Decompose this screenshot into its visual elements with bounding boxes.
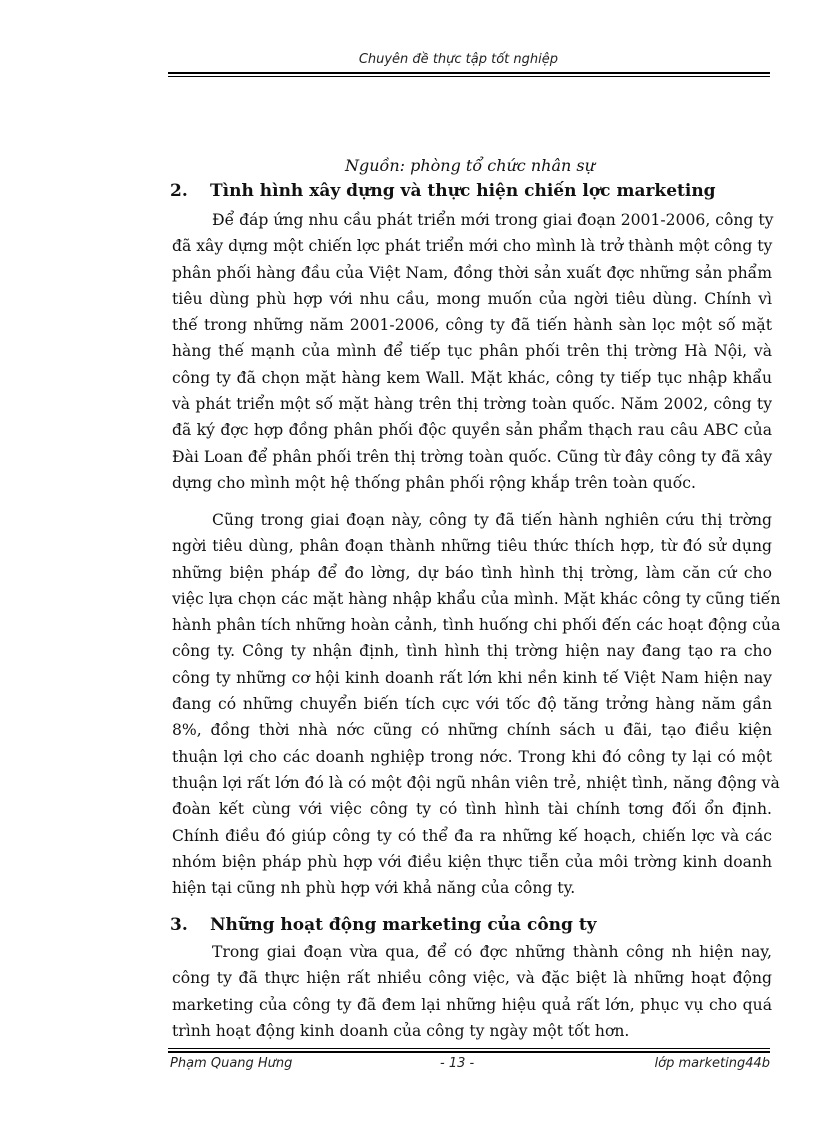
paragraph-line: công ty đã thực hiện rất nhiều công việc, và đặc biệt là những hoạt động	[172, 969, 772, 988]
section-3-paragraph-1	[172, 939, 772, 1044]
paragraph-line: thuận lợi cho các doanh nghiệp trong nớc. Trong khi đó công ty lại có một	[172, 747, 772, 766]
footer-class: lớp marketing44b	[654, 1056, 770, 1071]
paragraph-line: công ty những cơ hội kinh doanh rất lớn khi nền kinh tế Việt Nam hiện nay	[172, 668, 772, 687]
source-note: Nguồn: phòng tổ chức nhân sự	[345, 156, 595, 175]
paragraph-line: thuận lợi rất lớn đó là có một đội ngũ nhân viên trẻ, nhiệt tình, năng động và	[172, 773, 780, 792]
section-3-title: Những hoạt động marketing của công ty	[210, 915, 597, 935]
paragraph-line: đã xây dựng một chiến lợc phát triển mới cho mình là trở thành một công ty	[172, 237, 773, 256]
paragraph-line: nhóm biện pháp phù hợp với điều kiện thực tiễn của môi trờng kinh doanh	[172, 852, 772, 871]
paragraph-line: marketing của công ty đã đem lại những hiệu quả rất lớn, phục vụ cho quá	[172, 995, 772, 1014]
section-2-heading	[170, 181, 716, 201]
paragraph-line: thế trong những năm 2001-2006, công ty đã tiến hành sàn lọc một số mặt	[172, 316, 772, 335]
paragraph-line: việc lựa chọn các mặt hàng nhập khẩu của mình. Mặt khác công ty cũng tiến	[172, 589, 781, 608]
paragraph-line: Đài Loan để phân phối trên thị trờng toàn quốc. Cũng từ đây công ty đã xây	[172, 447, 773, 466]
paragraph-line: trình hoạt động kinh doanh của công ty ngày một tốt hơn.	[172, 1021, 630, 1040]
paragraph-line: tiêu dùng phù hợp với nhu cầu, mong muốn của ngời tiêu dùng. Chính vì	[172, 289, 772, 308]
header-rule-thin	[168, 76, 770, 77]
section-2-paragraph-1	[172, 207, 772, 496]
paragraph-line: và phát triển một số mặt hàng trên thị trờng toàn quốc. Năm 2002, công ty	[172, 395, 772, 414]
paragraph-line: Để đáp ứng nhu cầu phát triển mới trong giai đoạn 2001-2006, công ty	[212, 211, 774, 229]
paragraph-line: công ty đã chọn mặt hàng kem Wall. Mặt khác, công ty tiếp tục nhập khẩu	[172, 368, 772, 387]
section-3-number: 3.	[170, 915, 188, 935]
paragraph-line: Trong giai đoạn vừa qua, để có đợc những thành công nh hiện nay,	[212, 943, 772, 961]
paragraph-line: đoàn kết cùng với việc công ty có tình hình tài chính tơng đối ổn định.	[172, 800, 772, 819]
paragraph-line: đang có những chuyển biến tích cực với tốc độ tăng trởng hàng năm gần	[172, 695, 772, 714]
paragraph-line: hiện tại cũng nh phù hợp với khả năng của công ty.	[172, 879, 576, 898]
footer-rule-thin	[168, 1048, 770, 1049]
paragraph-line: công ty. Công ty nhận định, tình hình thị trờng hiện nay đang tạo ra cho	[172, 642, 772, 661]
paragraph-line: Chính điều đó giúp công ty có thể đa ra những kế hoạch, chiến lợc và các	[172, 826, 772, 845]
header-title: Chuyên đề thực tập tốt nghiệp	[358, 52, 558, 67]
section-2-number: 2.	[170, 181, 188, 201]
paragraph-line: ngời tiêu dùng, phân đoạn thành những tiêu thức thích hợp, từ đó sử dụng	[172, 537, 772, 556]
section-2-paragraph-2	[172, 507, 781, 901]
footer-rule	[168, 1051, 770, 1053]
header-rule	[168, 72, 770, 74]
footer-page-number: - 13 -	[440, 1056, 475, 1071]
paragraph-line: 8%, đồng thời nhà nớc cũng có những chính sách u đãi, tạo điều kiện	[172, 721, 772, 740]
paragraph-line: phân phối hàng đầu của Việt Nam, đồng thời sản xuất đợc những sản phẩm	[172, 263, 772, 282]
section-3-heading	[170, 915, 597, 935]
paragraph-line: Cũng trong giai đoạn này, công ty đã tiến hành nghiên cứu thị trờng	[212, 511, 772, 529]
paragraph-line: đã ký đợc hợp đồng phân phối độc quyền sản phẩm thạch rau câu ABC của	[172, 421, 772, 440]
section-2-title: Tình hình xây dựng và thực hiện chiến lợc marketing	[210, 181, 716, 201]
paragraph-line: hàng thế mạnh của mình để tiếp tục phân phối trên thị trờng Hà Nội, và	[172, 342, 772, 361]
paragraph-line: hành phân tích những hoàn cảnh, tình huống chi phối đến các hoạt động của	[172, 616, 781, 635]
footer-author: Phạm Quang Hưng	[170, 1056, 293, 1071]
paragraph-line: dựng cho mình một hệ thống phân phối rộng khắp trên toàn quốc.	[172, 473, 696, 492]
paragraph-line: những biện pháp để đo lờng, dự báo tình hình thị trờng, làm căn cứ cho	[172, 563, 772, 582]
